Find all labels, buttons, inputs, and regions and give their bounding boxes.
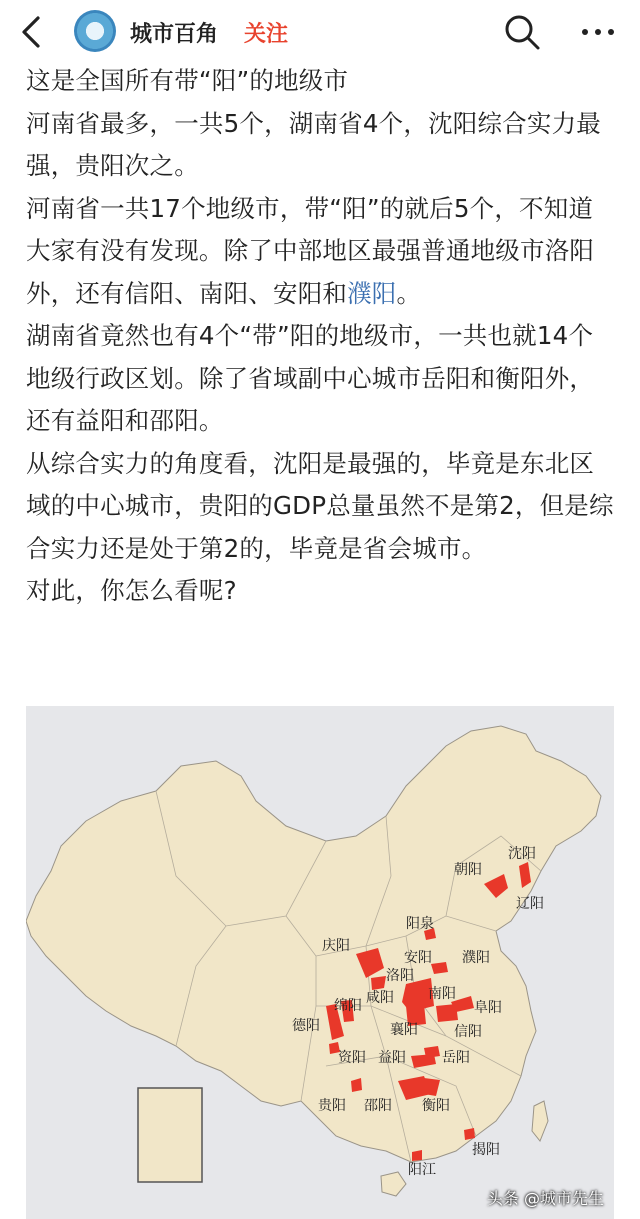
city-label: 邵阳 (364, 1098, 392, 1114)
city-label: 益阳 (378, 1050, 406, 1066)
city-label: 朝阳 (454, 862, 482, 878)
map-graphic (26, 706, 614, 1219)
top-bar (0, 0, 640, 64)
paragraph: 对此，你怎么看呢? (26, 576, 237, 605)
region-mark (371, 976, 386, 990)
paragraph: 湖南省竟然也有4个“带”阳的地级市，一共也就14个地级行政区划。除了省域副中心城市岳阳和衡阳外，还有益阳和邵阳。 (26, 321, 595, 435)
city-label: 庆阳 (322, 938, 350, 954)
city-label: 咸阳 (366, 990, 394, 1006)
city-label: 信阳 (454, 1024, 482, 1040)
region-mark (431, 962, 448, 974)
city-label: 资阳 (338, 1050, 366, 1066)
paragraph-text: 河南省一共17个地级市，带“阳”的就后5个，不知道大家有没有发现。除了中部地区最强普通地级市洛阳外，还有信阳、南阳、安阳和 (26, 193, 595, 308)
city-label: 岳阳 (442, 1050, 470, 1066)
more-icon[interactable] (578, 16, 618, 48)
city-label: 阳泉 (406, 916, 434, 932)
china-land (26, 726, 601, 1162)
city-label: 阜阳 (474, 1000, 502, 1016)
city-label: 衡阳 (422, 1098, 450, 1114)
city-label: 德阳 (292, 1018, 320, 1034)
city-label: 揭阳 (472, 1142, 500, 1158)
follow-button[interactable]: 关注 (244, 22, 289, 47)
china-map-image[interactable] (26, 706, 614, 1219)
city-label: 贵阳 (318, 1098, 346, 1114)
paragraph: 这是全国所有带“阳”的地级市 (26, 66, 349, 95)
city-label: 阳江 (408, 1162, 436, 1178)
paragraph (26, 188, 616, 316)
city-label: 绵阳 (334, 998, 362, 1014)
city-label: 洛阳 (386, 968, 414, 984)
account-name[interactable]: 城市百角 (130, 22, 219, 47)
city-label: 辽阳 (516, 896, 544, 912)
search-icon[interactable] (502, 12, 542, 52)
article-body (26, 60, 616, 613)
paragraph: 从综合实力的角度看，沈阳是最强的，毕竟是东北区域的中心城市，贵阳的GDP总量虽然不是第2，但是综合实力还是处于第2的，毕竟是省会城市。 (26, 448, 614, 563)
city-label: 安阳 (404, 950, 432, 966)
region-mark (464, 1128, 475, 1140)
taiwan-island (532, 1101, 548, 1141)
city-label: 襄阳 (390, 1022, 418, 1038)
city-label: 南阳 (428, 986, 456, 1002)
watermark: 头条 @城市先生 (486, 1189, 604, 1208)
paragraph: 河南省最多，一共5个，湖南省4个，沈阳综合实力最强，贵阳次之。 (26, 108, 601, 180)
city-label: 沈阳 (508, 846, 536, 862)
city-link[interactable]: 濮阳 (347, 278, 397, 308)
paragraph-suffix: 。 (396, 278, 422, 308)
region-mark (424, 1046, 440, 1058)
avatar[interactable] (74, 10, 116, 52)
chevron-left-icon[interactable] (14, 14, 50, 50)
hainan-island (381, 1172, 406, 1196)
south-sea-inset (138, 1088, 202, 1182)
city-label: 濮阳 (462, 950, 490, 966)
